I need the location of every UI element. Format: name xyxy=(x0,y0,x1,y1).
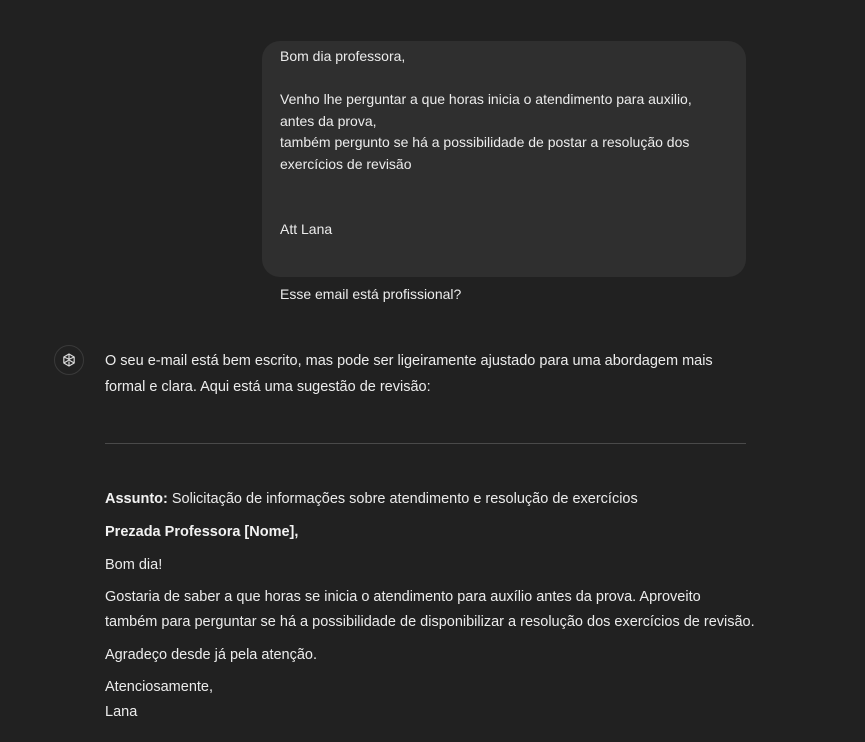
email-thanks: Agradeço desde já pela atenção. xyxy=(105,647,318,663)
user-message-line: Venho lhe perguntar a que horas inicia o atendimento para auxilio, xyxy=(280,91,692,107)
email-closing: Atenciosamente, xyxy=(105,679,214,695)
openai-logo-icon xyxy=(60,351,78,369)
subject-text: Solicitação de informações sobre atendimento e resolução de exercícios xyxy=(167,491,638,507)
greeting-text: Prezada Professora [Nome], xyxy=(105,524,299,540)
email-salutation: Bom dia! xyxy=(105,557,163,573)
email-body-line: também para perguntar se há a possibilidade de disponibilizar a resolução dos exercícios de revisão. xyxy=(105,614,755,630)
user-message-line: exercícios de revisão xyxy=(280,156,412,172)
email-body-line: Gostaria de saber a que horas se inicia o atendimento para auxílio antes da prova. Aproveito xyxy=(105,589,701,605)
user-message-line: Bom dia professora, xyxy=(280,48,406,64)
user-message-line: Esse email está profissional? xyxy=(280,286,462,302)
email-greeting xyxy=(105,524,750,540)
assistant-intro-line: O seu e-mail está bem escrito, mas pode ser ligeiramente ajustado para uma abordagem mais xyxy=(105,353,713,369)
user-message-line: antes da prova, xyxy=(280,113,377,129)
email-subject xyxy=(105,491,750,507)
user-message-line: Att Lana xyxy=(280,221,333,237)
assistant-intro-line: formal e clara. Aqui está uma sugestão de revisão: xyxy=(105,379,431,395)
divider xyxy=(105,443,746,444)
email-signature: Lana xyxy=(105,704,138,720)
user-message-line: também pergunto se há a possibilidade de postar a resolução dos xyxy=(280,134,690,150)
assistant-avatar xyxy=(54,345,84,375)
user-message-bubble xyxy=(262,41,746,302)
subject-label: Assunto: xyxy=(105,491,168,507)
